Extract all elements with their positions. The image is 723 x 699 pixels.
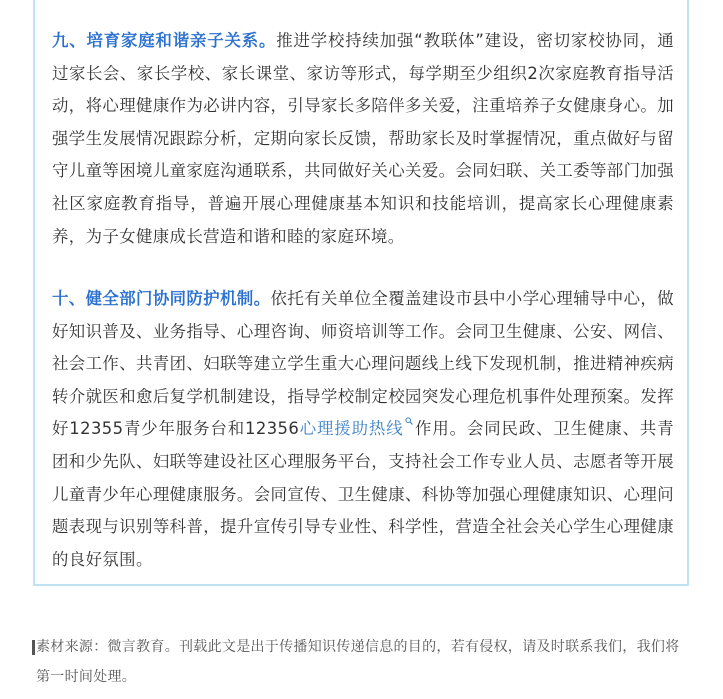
source-footer xyxy=(36,632,692,692)
footer-accent-bar xyxy=(32,640,35,655)
section-9-heading: 九、培育家庭和谐亲子关系。 xyxy=(52,31,277,50)
section-10-paragraph xyxy=(52,283,674,576)
section-10-body-start: 依托有关单位全覆盖建设市县中小学心理辅导中心，做好知识普及、业务指导、心理咨询、师资培训等工作。会同卫生健康、公安、网信、社会工作、共青团、妇联等建立学生重大心理问题线上线下发现机制，推进精神疾病转介就医和愈后复学机制建设，指导学校制定校园突发心理危机事件处理预案。发挥好12355青少年服务台和12356 xyxy=(52,289,674,439)
search-icon[interactable] xyxy=(405,417,413,425)
section-9-paragraph xyxy=(52,25,674,253)
source-note: 素材来源：微言教育。刊载此文是出于传播知识传递信息的目的，若有侵权，请及时联系我们，我们将第一时间处理。 xyxy=(36,639,680,685)
section-10-heading: 十、健全部门协同防护机制。 xyxy=(52,289,271,308)
section-10-body-end: 作用。会同民政、卫生健康、共青团和少先队、妇联等建设社区心理服务平台，支持社会工作专业人员、志愿者等开展儿童青少年心理健康服务。会同宣传、卫生健康、科协等加强心理健康知识、心理问题表现与识别等科普，提升宣传引导专业性、科学性，营造全社会关心学生心理健康的良好氛围。 xyxy=(52,419,675,569)
hotline-link[interactable]: 心理援助热线 xyxy=(299,419,404,439)
section-9-body: 推进学校持续加强“教联体”建设，密切家校协同，通过家长会、家长学校、家长课堂、家访等形式，每学期至少组织2次家庭教育指导活动，将心理健康作为必讲内容，引导家长多陪伴多关爱，注重培养子女健康身心。加强学生发展情况跟踪分析，定期向家长反馈，帮助家长及时掌握情况，重点做好与留守儿童等困境儿童家庭沟通联系，共同做好关心关爱。会同妇联、关工委等部门加强社区家庭教育指导，普遍开展心理健康基本知识和技能培训，提高家长心理健康素养，为子女健康成长营造和谐和睦的家庭环境。 xyxy=(52,31,674,246)
